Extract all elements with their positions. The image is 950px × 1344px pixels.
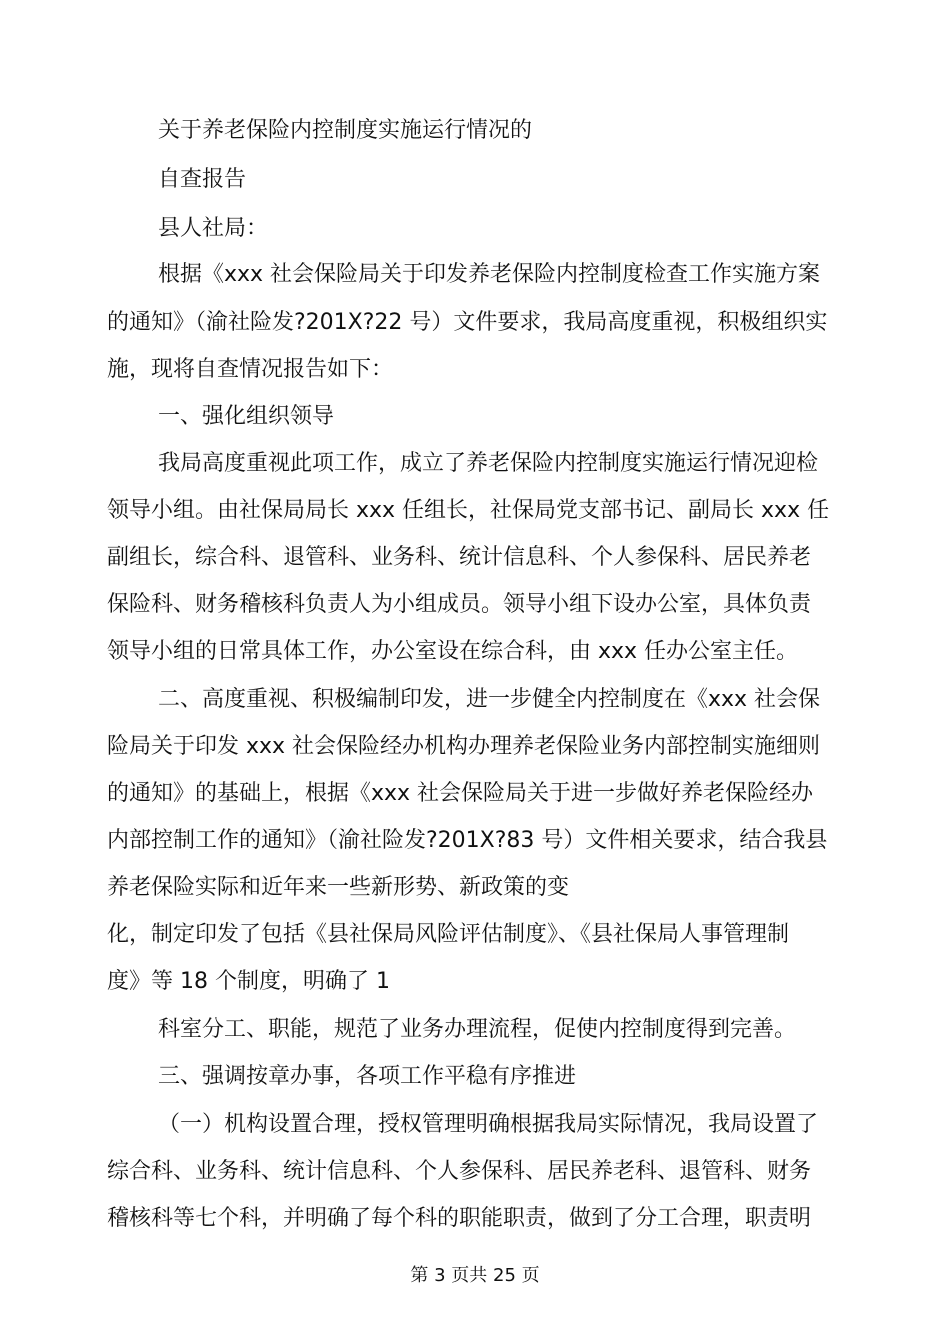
section1-line: 领导小组。由社保局局长 xxx 任组长，社保局党支部书记、副局长 xxx 任 (107, 498, 830, 523)
section1-line: 副组长，综合科、退管科、业务科、统计信息科、个人参保科、居民养老 (107, 545, 812, 570)
intro-line: 施，现将自查情况报告如下： (107, 357, 394, 382)
section2-line: 养老保险实际和近年来一些新形势、新政策的变 (107, 875, 570, 900)
salutation: 县人社局： (158, 216, 269, 241)
section1-line: 领导小组的日常具体工作，办公室设在综合科，由 xxx 任办公室主任。 (107, 639, 799, 664)
section2-line: 化，制定印发了包括《县社保局风险评估制度》、《县社保局人事管理制 (107, 922, 790, 947)
section1-line: 保险科、财务稽核科负责人为小组成员。领导小组下设办公室，具体负责 (107, 592, 812, 617)
page-number-footer: 第 3 页共 25 页 (410, 1265, 540, 1286)
section1-heading: 一、强化组织领导 (158, 404, 335, 429)
section3-line: 稽核科等七个科，并明确了每个科的职能职责，做到了分工合理，职责明 (107, 1206, 812, 1231)
document-title-line2: 自查报告 (158, 167, 247, 192)
section1-line: 我局高度重视此项工作，成立了养老保险内控制度实施运行情况迎检 (158, 451, 819, 476)
document-title-line1: 关于养老保险内控制度实施运行情况的 (158, 118, 533, 143)
section2-line: 的通知》的基础上，根据《xxx 社会保险局关于进一步做好养老保险经办 (107, 781, 814, 806)
section3-line: （一）机构设置合理，授权管理明确根据我局实际情况，我局设置了 (158, 1112, 819, 1137)
section3-heading: 三、强调按章办事，各项工作平稳有序推进 (158, 1064, 577, 1089)
intro-line: 根据《xxx 社会保险局关于印发养老保险内控制度检查工作实施方案 (158, 262, 821, 287)
section2-line: 二、高度重视、积极编制印发，进一步健全内控制度在《xxx 社会保 (158, 687, 821, 712)
section3-line: 综合科、业务科、统计信息科、个人参保科、居民养老科、退管科、财务 (107, 1159, 812, 1184)
section2-line: 内部控制工作的通知》（渝社险发?201X?83 号）文件相关要求，结合我县 (107, 828, 828, 853)
section2-line: 度》等 18 个制度，明确了 1 (107, 969, 390, 994)
section2-line: 科室分工、职能，规范了业务办理流程，促使内控制度得到完善。 (158, 1017, 797, 1042)
section2-line: 险局关于印发 xxx 社会保险经办机构办理养老保险业务内部控制实施细则 (107, 734, 821, 759)
intro-line: 的通知》（渝社险发?201X?22 号）文件要求，我局高度重视，积极组织实 (107, 310, 828, 335)
